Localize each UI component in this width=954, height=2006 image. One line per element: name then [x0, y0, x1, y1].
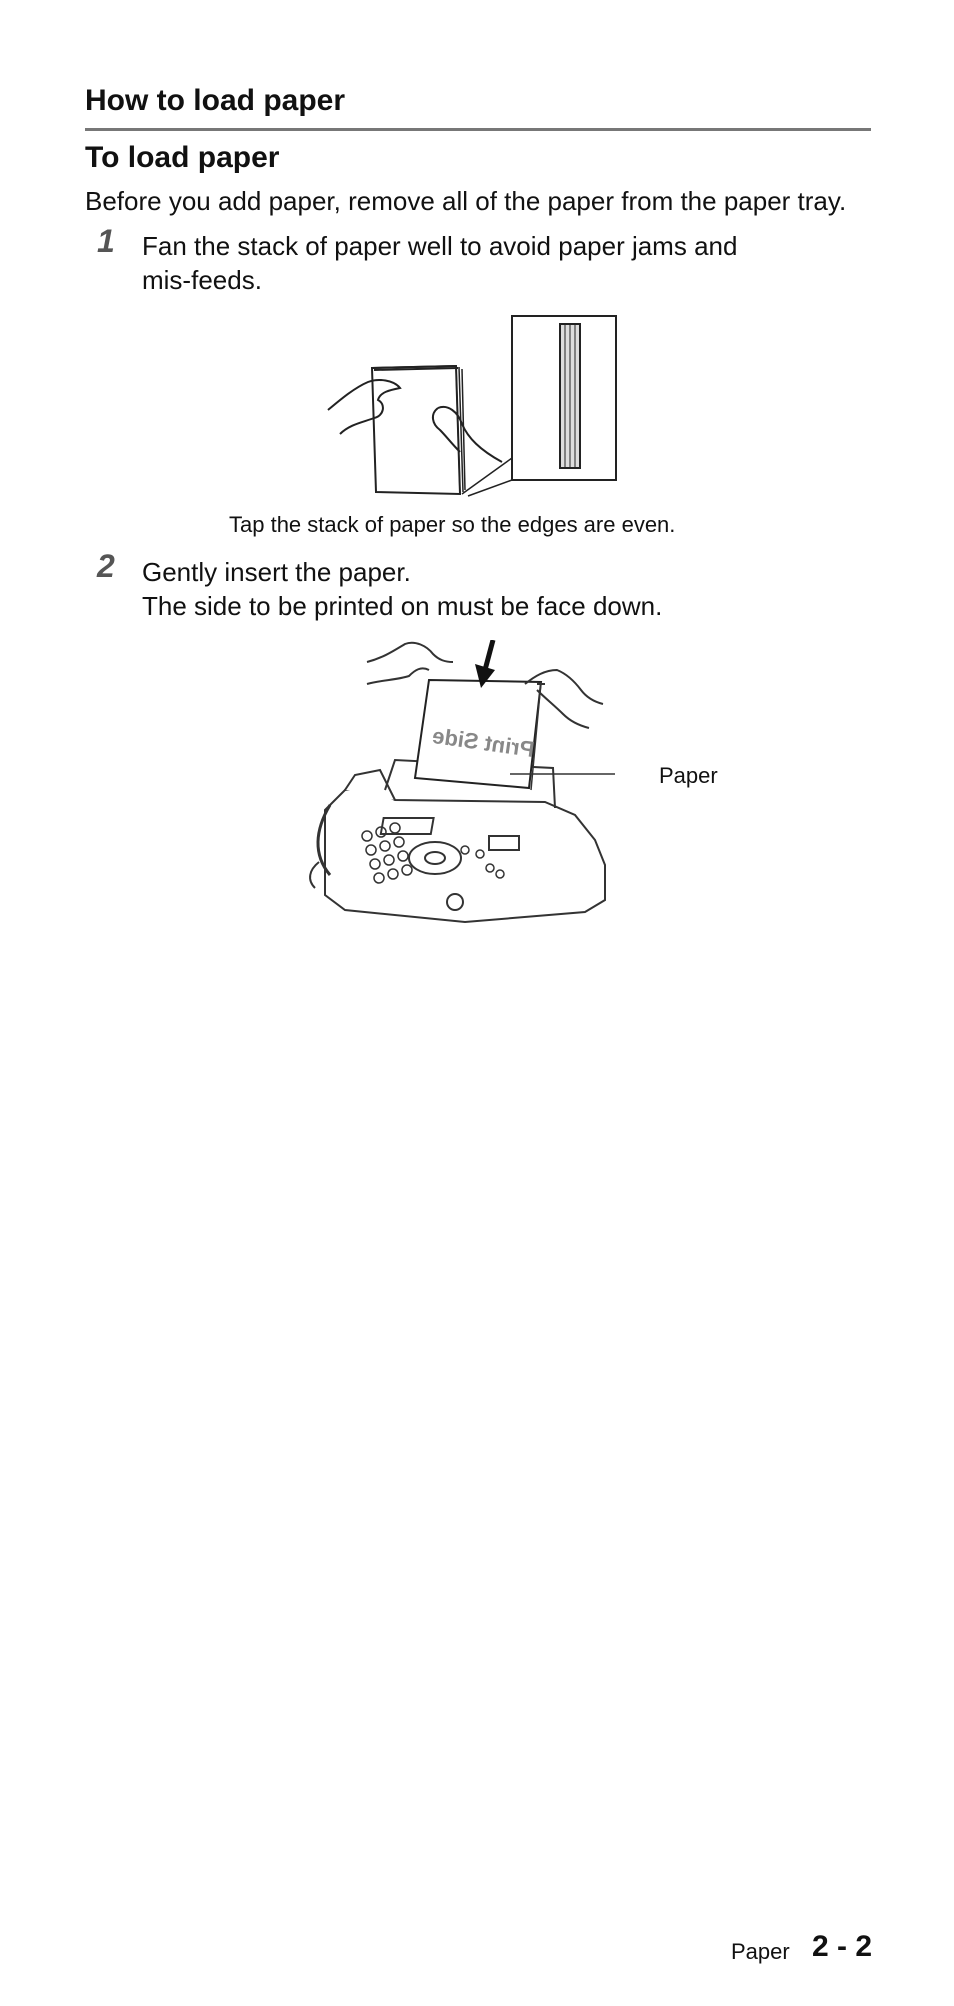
heading-rule — [85, 128, 871, 131]
step-2-number: 2 — [97, 548, 115, 584]
figure-1-caption: Tap the stack of paper so the edges are even. — [229, 512, 676, 537]
footer-section-label: Paper — [731, 1939, 790, 1964]
step-2-line-1: Gently insert the paper. — [142, 557, 411, 587]
section-heading: How to load paper — [85, 84, 346, 117]
paper-print-side-label: Print Side — [430, 722, 536, 763]
footer-page-number: 2 - 2 — [812, 1930, 873, 1963]
step-1-line-1: Fan the stack of paper well to avoid paper jams and — [142, 231, 738, 261]
step-1-line-2: mis-feeds. — [142, 265, 262, 295]
intro-text: Before you add paper, remove all of the paper from the paper tray. — [85, 186, 847, 216]
step-2-line-2: The side to be printed on must be face down. — [142, 591, 663, 621]
figure-2-callout-paper: Paper — [659, 763, 718, 788]
sub-heading: To load paper — [85, 141, 280, 174]
step-1-number: 1 — [97, 223, 115, 259]
figure-insert-paper-fax — [305, 640, 665, 960]
figure-tap-paper-stack — [320, 312, 630, 502]
